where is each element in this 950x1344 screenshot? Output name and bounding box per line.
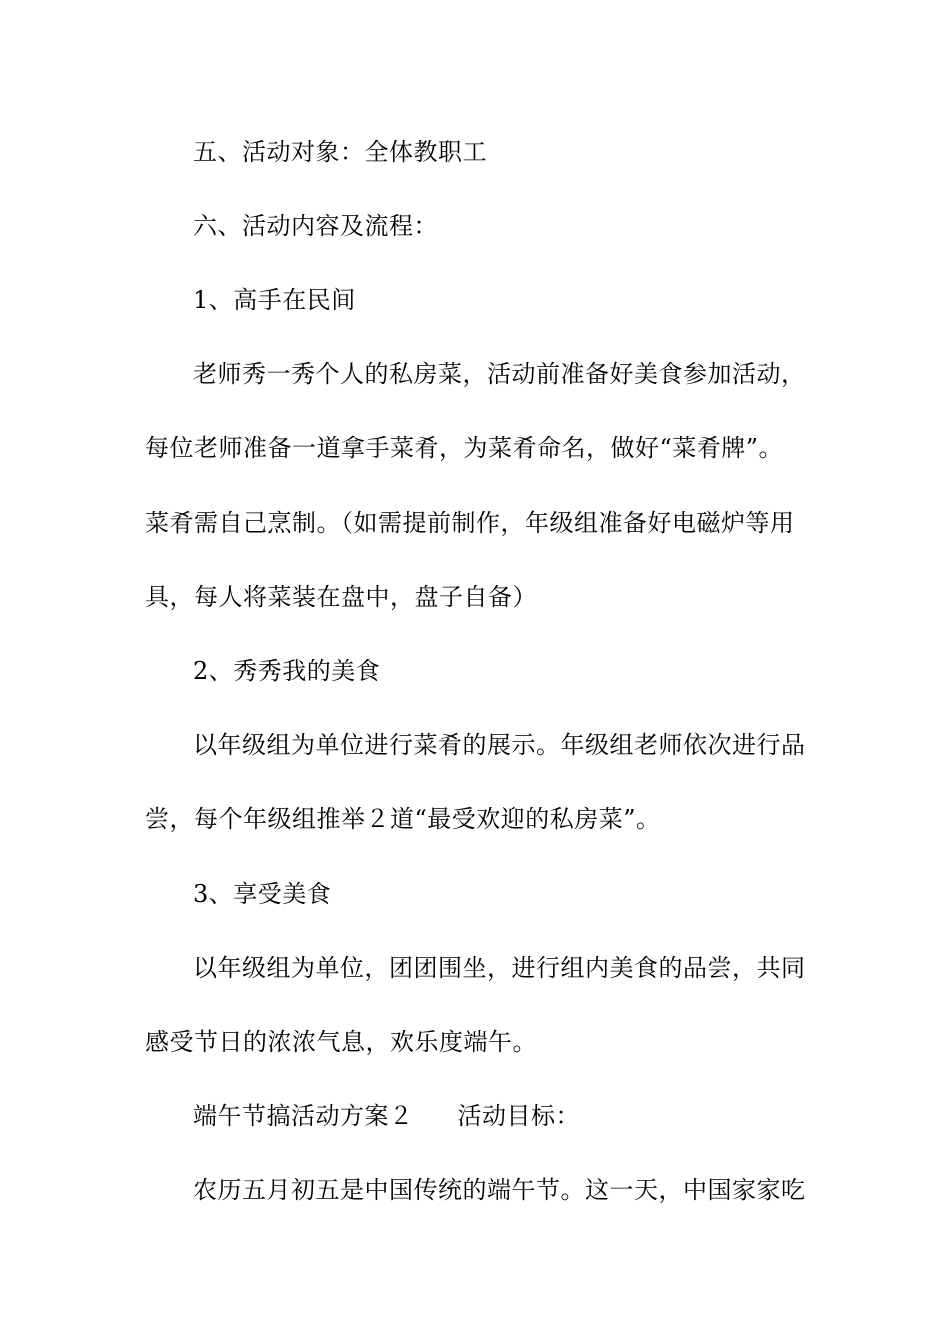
paragraph-line: 农历五月初五是中国传统的端午节。这一天，中国家家吃 <box>193 1176 806 1204</box>
section-6-heading: 六、活动内容及流程： <box>193 212 438 240</box>
paragraph-line: 每位老师准备一道拿手菜肴，为菜肴命名，做好“菜肴牌”。 <box>145 434 784 462</box>
activity-goal-label: 活动目标： <box>457 1102 580 1130</box>
paragraph-line: 具，每人将菜装在盘中，盘子自备） <box>145 583 537 611</box>
paragraph-line: 以年级组为单位，团团围坐，进行组内美食的品尝，共同 <box>193 954 806 982</box>
paragraph-line: 老师秀一秀个人的私房菜，活动前准备好美食参加活动， <box>193 360 806 388</box>
paragraph-line: 以年级组为单位进行菜肴的展示。年级组老师依次进行品 <box>193 731 806 759</box>
paragraph-line: 感受节日的浓浓气息，欢乐度端午。 <box>145 1028 537 1056</box>
paragraph-line: 尝，每个年级组推举２道“最受欢迎的私房菜”。 <box>145 805 661 833</box>
paragraph-line: 菜肴需自己烹制。（如需提前制作，年级组准备好电磁炉等用 <box>145 509 795 537</box>
plan-2-heading-line <box>193 1101 810 1131</box>
subsection-1-heading: 1、高手在民间 <box>193 286 356 314</box>
plan-2-title: 端午节搞活动方案２ <box>193 1102 414 1130</box>
subsection-3-heading: 3、享受美食 <box>193 880 332 908</box>
subsection-2-heading: 2、秀秀我的美食 <box>193 657 381 685</box>
section-5-heading: 五、活动对象：全体教职工 <box>193 138 487 166</box>
